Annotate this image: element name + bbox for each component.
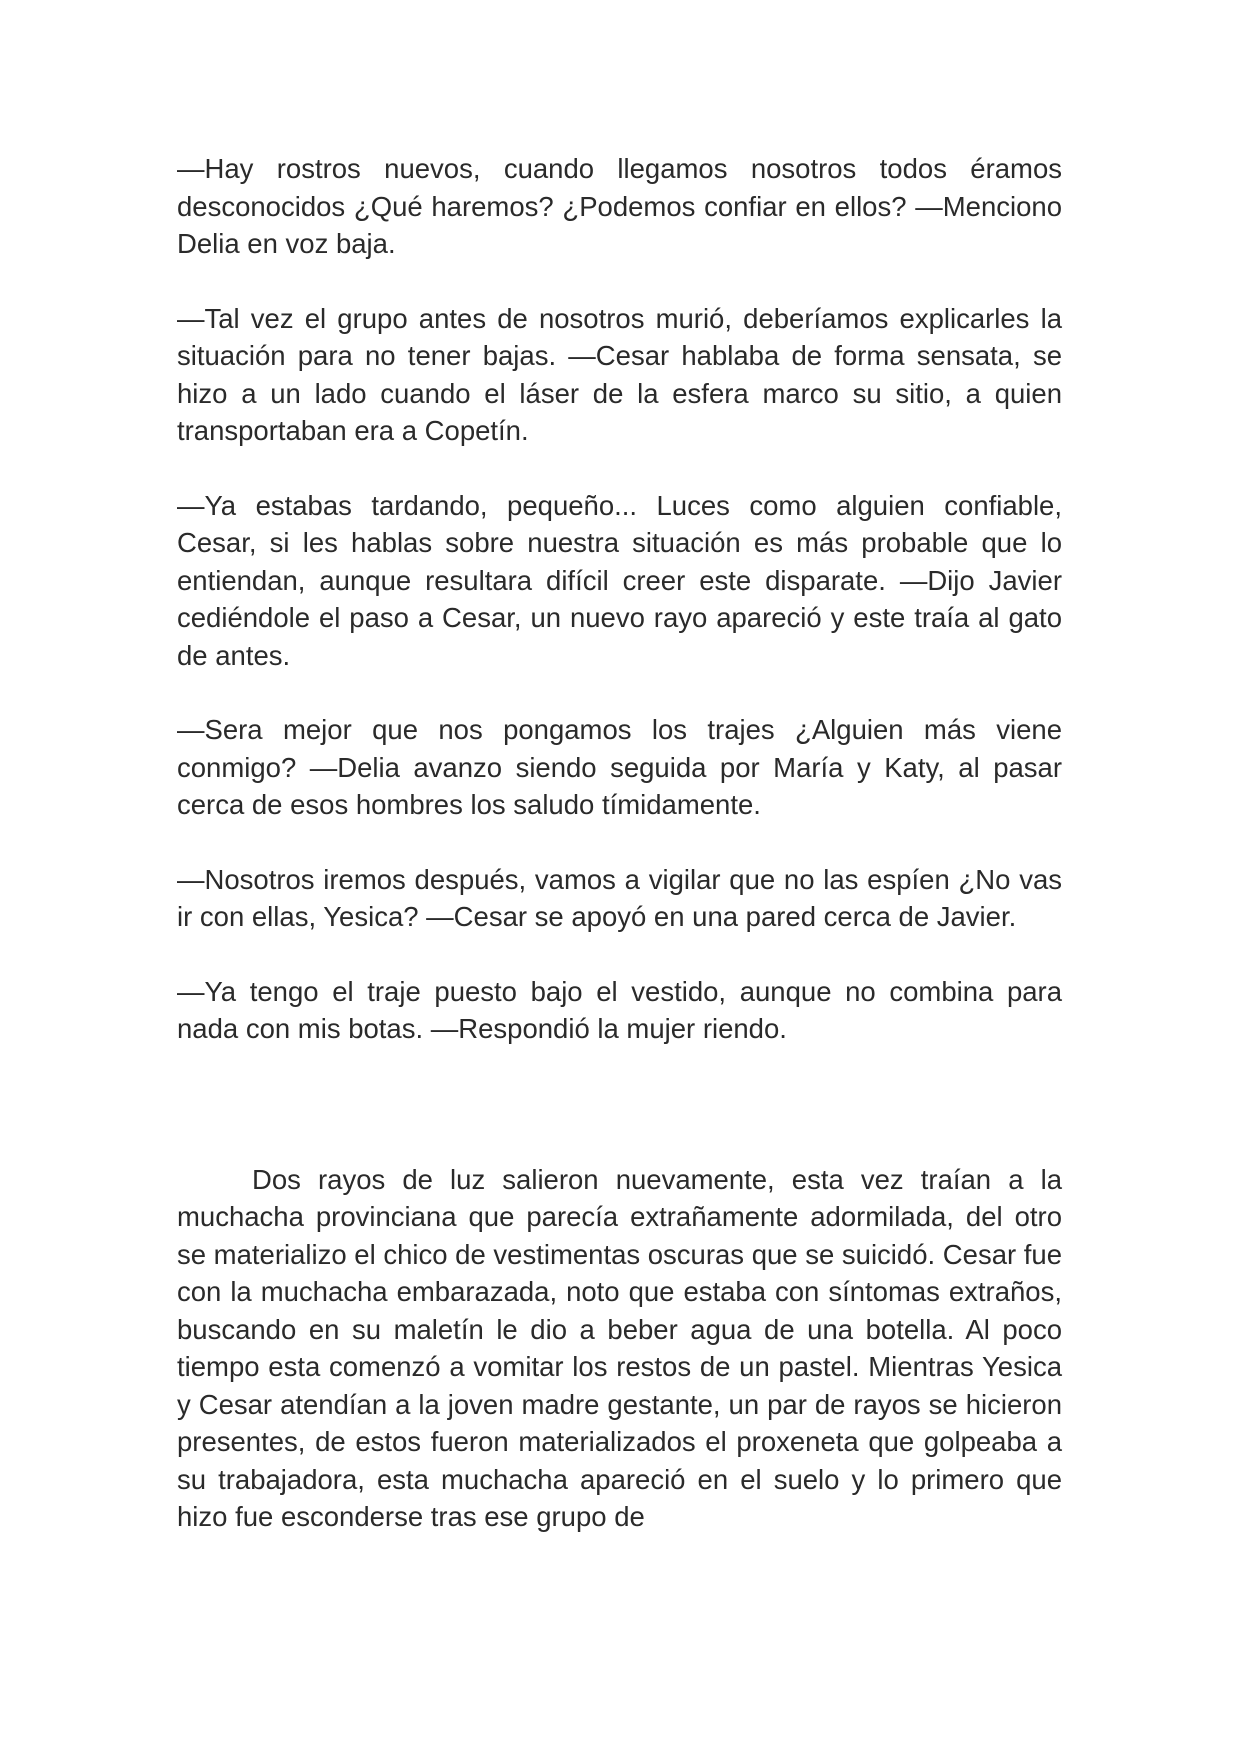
dialogue-paragraph-4: —Sera mejor que nos pongamos los trajes ¿Alguien más viene conmigo? —Delia avanzo siendo seguida por María y Katy, al pasar cerca de esos hombres los saludo tímidamente.: [177, 714, 1062, 820]
narrative-paragraph: Dos rayos de luz salieron nuevamente, esta vez traían a la muchacha provinciana que parecía extrañamente adormilada, del otro se materializo el chico de vestimentas oscuras que se suicidó. Cesar fue con la muchacha embarazada, noto que estaba con síntomas extraños, buscando en su maletín le dio a beber agua de una botella. Al poco tiempo esta comenzó a vomitar los restos de un pastel. Mientras Yesica y Cesar atendían a la joven madre gestante, un par de rayos se hicieron presentes, de estos fueron materializados el proxeneta que golpeaba a su trabajadora, esta muchacha apareció en el suelo y lo primero que hizo fue esconderse tras ese grupo de: [177, 1163, 1063, 1532]
dialogue-paragraph-5: —Nosotros iremos después, vamos a vigilar que no las espíen ¿No vas ir con ellas, Yesica? —Cesar se apoyó en una pared cerca de Javier.: [177, 863, 1062, 932]
section-break: [177, 1085, 1062, 1161]
page-body: [177, 150, 1062, 1573]
dialogue-paragraph-3: —Ya estabas tardando, pequeño... Luces como alguien confiable, Cesar, si les hablas sobre nuestra situación es más probable que lo entiendan, aunque resultara difícil creer este disparate. —Dijo Javier cediéndole el paso a Cesar, un nuevo rayo apareció y este traía al gato de antes.: [177, 489, 1062, 671]
dialogue-paragraph-6: —Ya tengo el traje puesto bajo el vestido, aunque no combina para nada con mis botas. —Respondió la mujer riendo.: [177, 975, 1062, 1044]
dialogue-paragraph-2: —Tal vez el grupo antes de nosotros murió, deberíamos explicarles la situación para no tener bajas. —Cesar hablaba de forma sensata, se hizo a un lado cuando el láser de la esfera marco su sitio, a quien transportaban era a Copetín.: [177, 302, 1062, 446]
dialogue-paragraph-1: —Hay rostros nuevos, cuando llegamos nosotros todos éramos desconocidos ¿Qué haremos? ¿Podemos confiar en ellos? —Menciono Delia en voz baja.: [177, 153, 1062, 259]
